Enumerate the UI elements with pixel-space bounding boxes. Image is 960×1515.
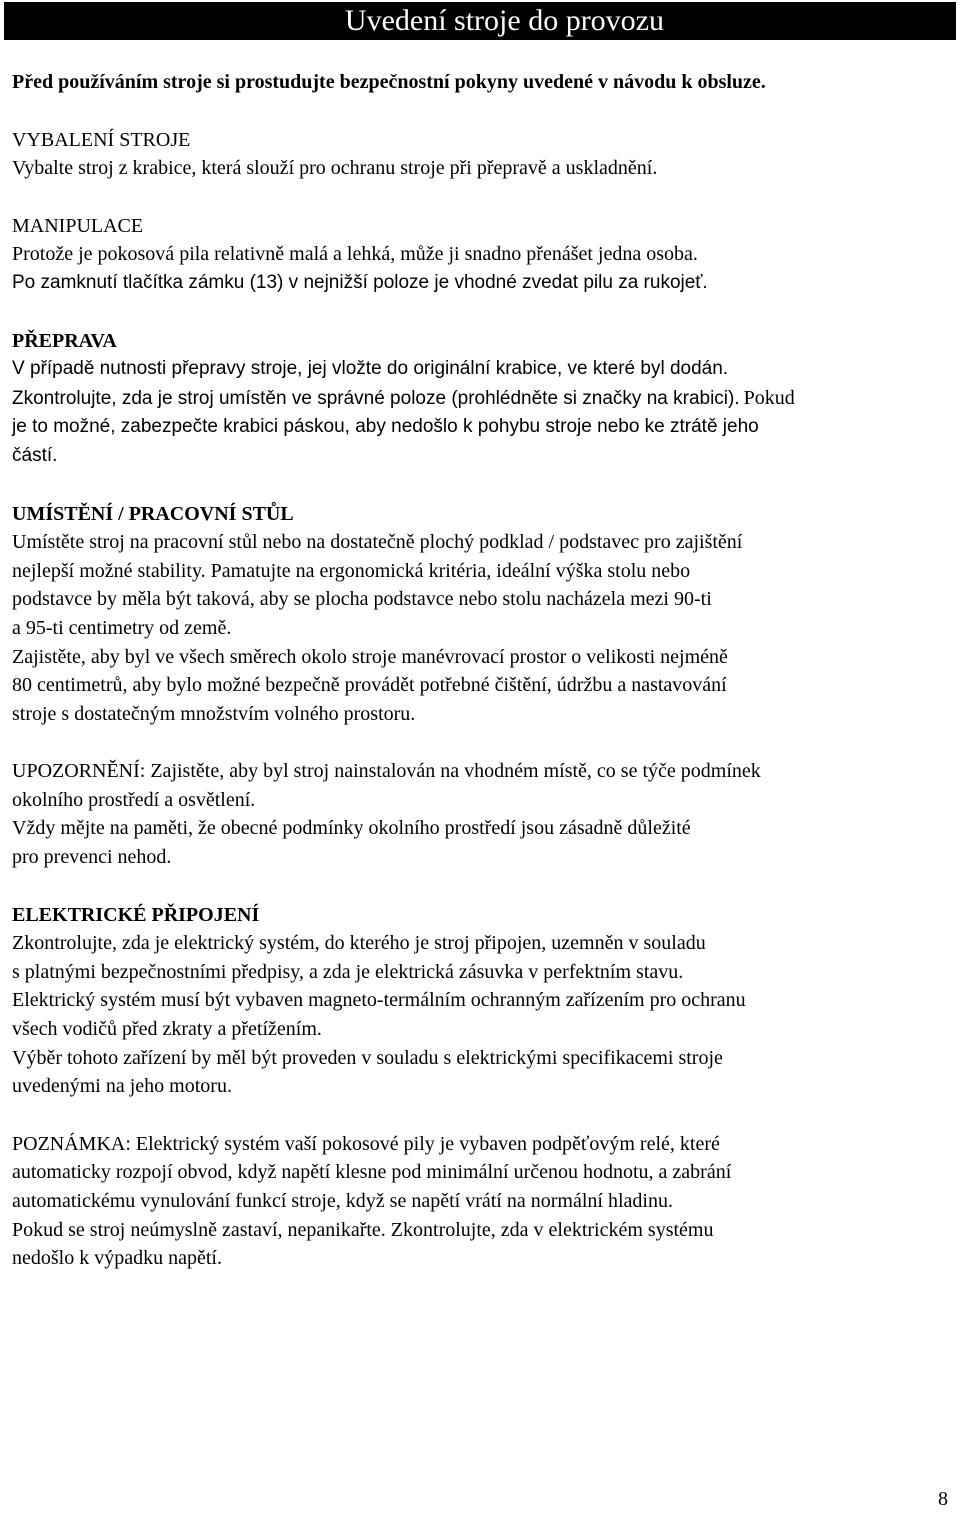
- warning-first-line: [12, 757, 952, 786]
- paragraph-line: automatickému vynulování funkcí stroje, když se napětí vrátí na normální hladinu.: [12, 1190, 673, 1212]
- paragraph-line: Zajistěte, aby byl ve všech směrech okolo stroje manévrovací prostor o velikosti nejméně: [12, 645, 728, 668]
- paragraph-line: všech vodičů před zkraty a přetížením.: [12, 1018, 322, 1041]
- note-label: POZNÁMKA:: [12, 1132, 131, 1155]
- paragraph-line: Elektrický systém musí být vybaven magneto-termálním ochranným zařízením pro ochranu: [12, 989, 746, 1012]
- paragraph-line: uvedenými na jeho motoru.: [12, 1075, 232, 1098]
- paragraph-line: 80 centimetrů, aby bylo možné bezpečně provádět potřebné čištění, údržbu a nastavování: [12, 674, 727, 697]
- paragraph-line: Pokud se stroj neúmyslně zastaví, nepanikařte. Zkontrolujte, zda v elektrickém systému: [12, 1218, 714, 1241]
- section-heading-placement: UMÍSTĚNÍ / PRACOVNÍ STŮL: [12, 502, 294, 525]
- paragraph-line: částí.: [12, 444, 58, 466]
- section-note: [12, 1130, 952, 1273]
- paragraph-line: Umístěte stroj na pracovní stůl nebo na dostatečně plochý podklad / podstavec pro zajištění: [12, 531, 743, 554]
- section-electrical: [12, 901, 952, 1101]
- section-unpacking: [12, 126, 952, 183]
- page-number: 8: [938, 1488, 948, 1510]
- paragraph-line: okolního prostředí a osvětlení.: [12, 788, 256, 811]
- warning-text: Zajistěte, aby byl stroj nainstalován na vhodném místě, co se týče podmínek: [145, 760, 761, 783]
- paragraph-line: nejlepší možné stability. Pamatujte na ergonomická kritéria, ideální výška stolu nebo: [12, 559, 691, 582]
- paragraph-fragment: Pokud: [743, 386, 795, 409]
- section-placement: [12, 500, 952, 729]
- paragraph-line: je to možné, zabezpečte krabici páskou, aby nedošlo k pohybu stroje nebo ke ztrátě jeho: [12, 416, 759, 438]
- warning-label: UPOZORNĚNÍ:: [12, 760, 146, 783]
- section-heading-electrical: ELEKTRICKÉ PŘIPOJENÍ: [12, 903, 260, 926]
- section-heading-handling: MANIPULACE: [12, 214, 144, 237]
- paragraph-line: pro prevenci nehod.: [12, 846, 172, 869]
- section-handling: [12, 212, 952, 298]
- section-heading-unpacking: VYBALENÍ STROJE: [12, 128, 191, 151]
- note-first-line: [12, 1130, 952, 1159]
- paragraph-line: s platnými bezpečnostními předpisy, a zda je elektrická zásuvka v perfektním stavu.: [12, 960, 684, 983]
- paragraph-line: automaticky rozpojí obvod, když napětí klesne pod minimální určenou hodnotu, a zabrání: [12, 1161, 732, 1184]
- section-transport: [12, 327, 952, 471]
- paragraph-line: Vždy mějte na paměti, že obecné podmínky okolního prostředí jsou zásadně důležité: [12, 817, 691, 840]
- paragraph-line: Výběr tohoto zařízení by měl být proveden v souladu s elektrickými specifikacemi stroje: [12, 1046, 723, 1069]
- page-title: Uvedení stroje do provozu: [344, 4, 664, 37]
- intro-text: Před používáním stroje si prostudujte bezpečnostní pokyny uvedené v návodu k obsluze.: [12, 71, 766, 93]
- paragraph-line: a 95-ti centimetry od země.: [12, 616, 232, 639]
- paragraph-fragment: Zkontrolujte, zda je stroj umístěn ve správné poloze (prohlédněte si značky na krabici).: [12, 387, 740, 409]
- paragraph-line: stroje s dostatečným množstvím volného prostoru.: [12, 702, 416, 725]
- paragraph-line: nedošlo k výpadku napětí.: [12, 1247, 222, 1270]
- paragraph-line: V případě nutnosti přepravy stroje, jej vložte do originální krabice, ve které byl dodán.: [12, 358, 729, 380]
- paragraph-line: podstavce by měla být taková, aby se plocha podstavce nebo stolu nacházela mezi 90-ti: [12, 588, 712, 611]
- paragraph-line: Vybalte stroj z krabice, která slouží pro ochranu stroje při přepravě a uskladnění.: [12, 157, 658, 180]
- note-text: Elektrický systém vaší pokosové pily je vybaven podpěťovým relé, které: [130, 1132, 720, 1155]
- document-body: [12, 68, 952, 1273]
- paragraph-line: Po zamknutí tlačítka zámku (13) v nejnižší poloze je vhodné zvedat pilu za rukojeť.: [12, 271, 708, 293]
- paragraph-line: Zkontrolujte, zda je elektrický systém, do kterého je stroj připojen, uzemněn v souladu: [12, 932, 706, 955]
- paragraph-line-combined: [12, 384, 952, 414]
- section-warning: [12, 757, 952, 871]
- section-heading-transport: PŘEPRAVA: [12, 329, 117, 352]
- paragraph-line: Protože je pokosová pila relativně malá a lehká, může ji snadno přenášet jedna osoba.: [12, 243, 698, 266]
- page-header-bar: [4, 2, 956, 40]
